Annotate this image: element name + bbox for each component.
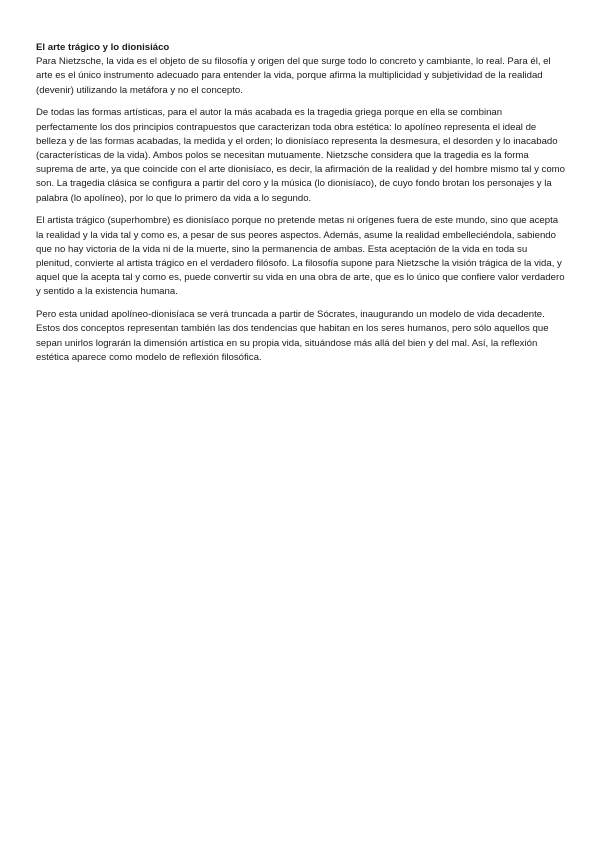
- document-title: El arte trágico y lo dionisiáco: [36, 42, 170, 53]
- paragraph-3: El artista trágico (superhombre) es dionisíaco porque no pretende metas ni orígenes fuera de este mundo, sino que acepta la realidad y la vida tal y como es, a pesar de sus peores aspectos. Además, asume la realidad embelleciéndola, sabiendo que no hay victoria de la vida ni de la muerte, sino la permanencia de ambas. Esta aceptación de la vida en toda su plenitud, convierte al artista trágico en el verdadero filósofo. La filosofía supone para Nietzsche la visión trágica de la vida, y aquel que la acepta tal y como es, puede convertir su vida en una obra de arte, que es lo único que confiere valor verdadero y sentido a la existencia humana.: [36, 215, 565, 298]
- paragraph-4: Pero esta unidad apolíneo-dionisíaca se verá truncada a partir de Sócrates, inaugurando un modelo de vida decadente. Estos dos conceptos representan también las dos tendencias que habitan en los seres humanos, pero sólo aquellos que sepan unirlos lograrán la dimensión artística en su propia vida, situándose más allá del bien y del mal. Así, la reflexión estética aparece como modelo de reflexión filosófica.: [36, 309, 549, 363]
- paragraph-1: Para Nietzsche, la vida es el objeto de su filosofía y origen del que surge todo lo concreto y cambiante, lo real. Para él, el arte es el único instrumento adecuado para entender la vida, porque afirma la multiplicidad y subjetividad de la realidad (devenir) utilizando la metáfora y no el concepto.: [36, 56, 551, 96]
- paragraph-2: De todas las formas artísticas, para el autor la más acabada es la tragedia griega porque en ella se combinan perfectamente los dos principios contrapuestos que caracterizan toda obra estética: lo apolíneo representa el ideal de belleza y de las formas acabadas, la medida y el orden; lo dionisíaco representa la desmesura, el desorden y lo inacabado (características de la vida). Ambos polos se necesitan mutuamente. Nietzsche considera que la tragedia es la forma suprema de arte, ya que coincide con el arte dionisíaco, es decir, la afirmación de la realidad y del hombre mismo tal y como son. La tragedia clásica se configura a partir del coro y la música (lo dionisíaco), de cuyo fondo brotan los personajes y la palabra (lo apolíneo), por lo que lo primero da vida a lo segundo.: [36, 107, 565, 204]
- document-page: [36, 41, 566, 374]
